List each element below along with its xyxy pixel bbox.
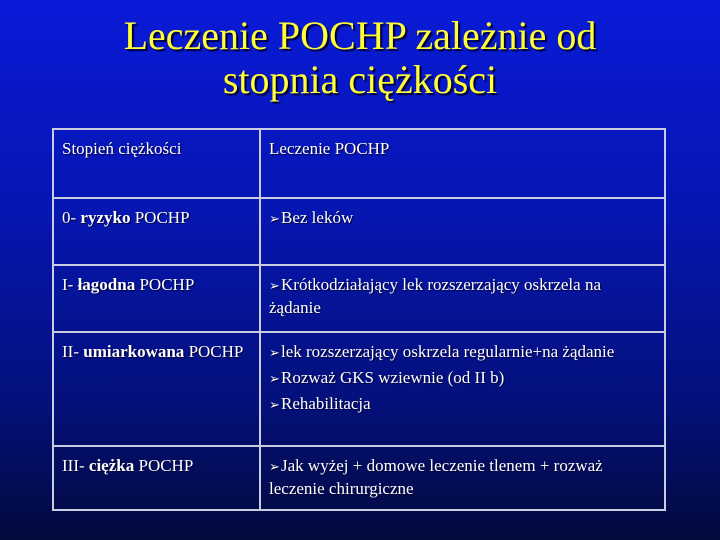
arrow-bullet-icon: ➢ [269,372,280,387]
slide-title-line1: Leczenie POCHP zależnie od [123,13,597,58]
grade-cell [53,265,260,332]
grade-suffix: POCHP [134,456,194,475]
grade-suffix: POCHP [135,275,195,294]
treatment-item [269,367,656,390]
table-row [53,265,665,332]
header-cell-treatment: Leczenie POCHP [260,129,665,198]
header-cell-grade: Stopień ciężkości [53,129,260,198]
arrow-bullet-icon: ➢ [269,460,280,475]
treatment-item [269,393,656,416]
treatment-text: Krótkodziałający lek rozszerzający oskrzela na żądanie [269,275,601,317]
grade-prefix: II- [62,342,84,361]
treatment-item [269,341,656,364]
grade-bold: ciężka [88,456,135,475]
grade-prefix: III- [62,456,89,475]
slide-title [0,14,720,102]
treatment-text: Bez leków [281,208,354,227]
treatment-cell [260,198,665,265]
arrow-bullet-icon: ➢ [269,346,280,361]
table-row [53,198,665,265]
grade-bold: łagodna [77,275,136,294]
table-header-row [53,129,665,198]
grade-bold: ryzyko [80,208,131,227]
grade-prefix: I- [62,275,78,294]
grade-suffix: POCHP [130,208,190,227]
treatment-cell [260,446,665,510]
treatment-table [52,128,666,511]
grade-cell [53,198,260,265]
arrow-bullet-icon: ➢ [269,212,280,227]
arrow-bullet-icon: ➢ [269,398,280,413]
grade-cell [53,332,260,446]
treatment-text: Jak wyżej + domowe leczenie tlenem + rozważ leczenie chirurgiczne [269,456,603,498]
treatment-cell [260,265,665,332]
treatment-text: Rozważ GKS wziewnie (od II b) [281,368,505,387]
arrow-bullet-icon: ➢ [269,279,280,294]
treatment-text: Rehabilitacja [281,394,371,413]
treatment-text: lek rozszerzający oskrzela regularnie+na żądanie [281,342,615,361]
table-row [53,332,665,446]
grade-bold: umiarkowana [83,342,185,361]
grade-prefix: 0- [62,208,81,227]
table-row [53,446,665,510]
treatment-item [269,455,656,499]
slide-title-line2: stopnia ciężkości [222,57,498,102]
treatment-item [269,274,656,318]
treatment-cell [260,332,665,446]
grade-suffix: POCHP [184,342,244,361]
grade-cell [53,446,260,510]
treatment-item [269,207,656,230]
